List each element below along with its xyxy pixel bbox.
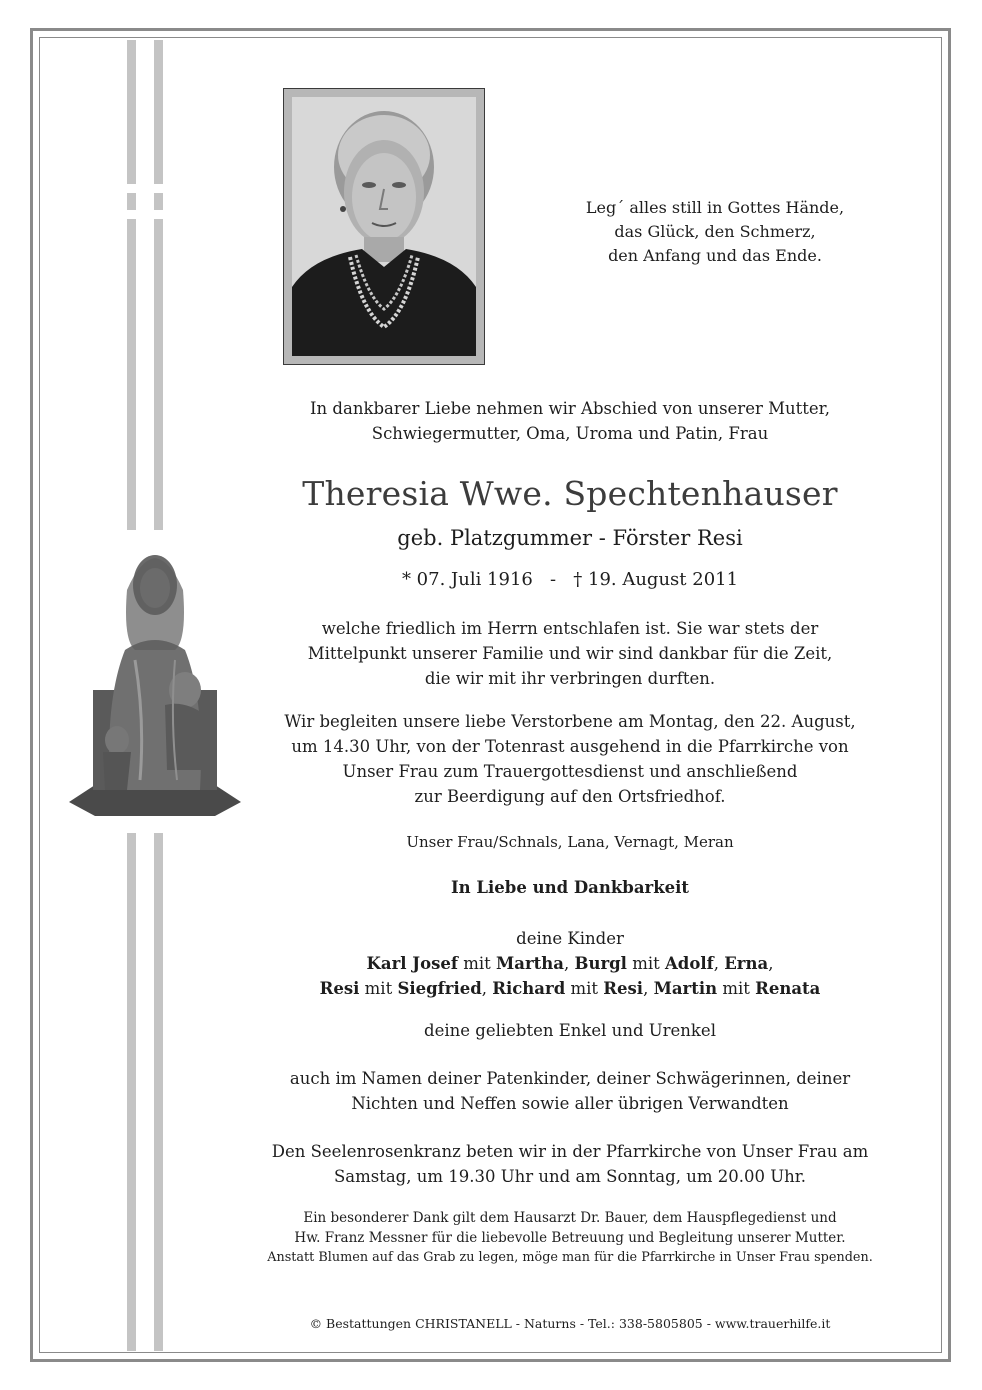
rosary-text bbox=[240, 1139, 900, 1189]
poem-line: das Glück, den Schmerz, bbox=[614, 222, 816, 241]
child-connector: mit bbox=[717, 979, 756, 998]
child-name: Renata bbox=[755, 979, 821, 998]
children bbox=[240, 926, 900, 1001]
portrait-photo-icon bbox=[292, 97, 476, 356]
funeral-line: um 14.30 Uhr, von der Totenrast ausgehend in die Pfarrkirche von bbox=[291, 737, 849, 756]
intro-text bbox=[240, 396, 900, 446]
child-name: Siegfried bbox=[397, 979, 482, 998]
thanks-line: Anstatt Blumen auf das Grab zu legen, möge man für die Pfarrkirche in Unser Frau spenden. bbox=[267, 1250, 873, 1265]
poem-line: Leg´ alles still in Gottes Hände, bbox=[585, 198, 845, 217]
closing: In Liebe und Dankbarkeit bbox=[450, 878, 690, 897]
child-name: Martin bbox=[653, 979, 718, 998]
child-connector: , bbox=[713, 954, 725, 973]
funeral-line: Unser Frau zum Trauergottesdienst und anschließend bbox=[342, 762, 798, 781]
child-connector: , bbox=[768, 954, 774, 973]
relatives-text bbox=[240, 1066, 900, 1116]
rosary-line: Samstag, um 19.30 Uhr und am Sonntag, um 20.00 Uhr. bbox=[333, 1167, 807, 1186]
funeral-line: Wir begleiten unsere liebe Verstorbene am Montag, den 22. August, bbox=[284, 712, 856, 731]
funeral-text bbox=[240, 709, 900, 809]
relatives-line: auch im Namen deiner Patenkinder, deiner Schwägerinnen, deiner bbox=[289, 1069, 851, 1088]
child-name: Karl Josef bbox=[366, 954, 458, 973]
grandchildren: deine geliebten Enkel und Urenkel bbox=[424, 1021, 716, 1040]
remembrance-line: die wir mit ihr verbringen durften. bbox=[424, 669, 716, 688]
child-name: Erna bbox=[724, 954, 769, 973]
intro-line: Schwiegermutter, Oma, Uroma und Patin, Frau bbox=[371, 424, 769, 443]
child-connector: mit bbox=[626, 954, 665, 973]
funeral-line: zur Beerdigung auf den Ortsfriedhof. bbox=[414, 787, 726, 806]
poem-line: den Anfang und das Ende. bbox=[608, 246, 822, 265]
child-connector: mit bbox=[565, 979, 604, 998]
deceased-birth-name: geb. Platzgummer - Förster Resi bbox=[397, 526, 743, 550]
children-line-1 bbox=[240, 951, 900, 976]
child-name: Richard bbox=[492, 979, 566, 998]
rosary-line: Den Seelenrosenkranz beten wir in der Pfarrkirche von Unser Frau am bbox=[271, 1142, 869, 1161]
life-dates: * 07. Juli 1916 - † 19. August 2011 bbox=[401, 569, 739, 590]
poem bbox=[580, 196, 850, 268]
child-connector: , bbox=[564, 954, 575, 973]
remembrance-line: welche friedlich im Herrn entschlafen ist. Sie war stets der bbox=[321, 619, 819, 638]
children-line-2 bbox=[240, 976, 900, 1001]
child-name: Burgl bbox=[574, 954, 627, 973]
relatives-line: Nichten und Neffen sowie aller übrigen Verwandten bbox=[351, 1094, 789, 1113]
child-name: Resi bbox=[319, 979, 360, 998]
child-connector: mit bbox=[457, 954, 497, 973]
children-intro: deine Kinder bbox=[516, 929, 624, 948]
footer-credit: © Bestattungen CHRISTANELL - Naturns - Tel.: 338-5805805 - www.trauerhilfe.it bbox=[309, 1316, 831, 1331]
places: Unser Frau/Schnals, Lana, Vernagt, Meran bbox=[406, 833, 734, 851]
child-connector: mit bbox=[359, 979, 398, 998]
child-name: Resi bbox=[603, 979, 644, 998]
deceased-name: Theresia Wwe. Spechtenhauser bbox=[302, 474, 838, 513]
remembrance-text bbox=[240, 616, 900, 691]
madonna-statue-icon bbox=[65, 540, 245, 818]
thanks-text bbox=[240, 1208, 900, 1268]
child-connector: , bbox=[643, 979, 654, 998]
intro-line: In dankbarer Liebe nehmen wir Abschied von unserer Mutter, bbox=[310, 399, 830, 418]
thanks-line: Hw. Franz Messner für die liebevolle Betreuung und Begleitung unserer Mutter. bbox=[294, 1230, 846, 1246]
child-name: Adolf bbox=[665, 954, 714, 973]
remembrance-line: Mittelpunkt unserer Familie und wir sind dankbar für die Zeit, bbox=[307, 644, 833, 663]
thanks-line: Ein besonderer Dank gilt dem Hausarzt Dr. Bauer, dem Hauspflegedienst und bbox=[303, 1210, 837, 1226]
child-name: Martha bbox=[496, 954, 564, 973]
portrait-photo bbox=[283, 88, 485, 365]
child-connector: , bbox=[481, 979, 493, 998]
